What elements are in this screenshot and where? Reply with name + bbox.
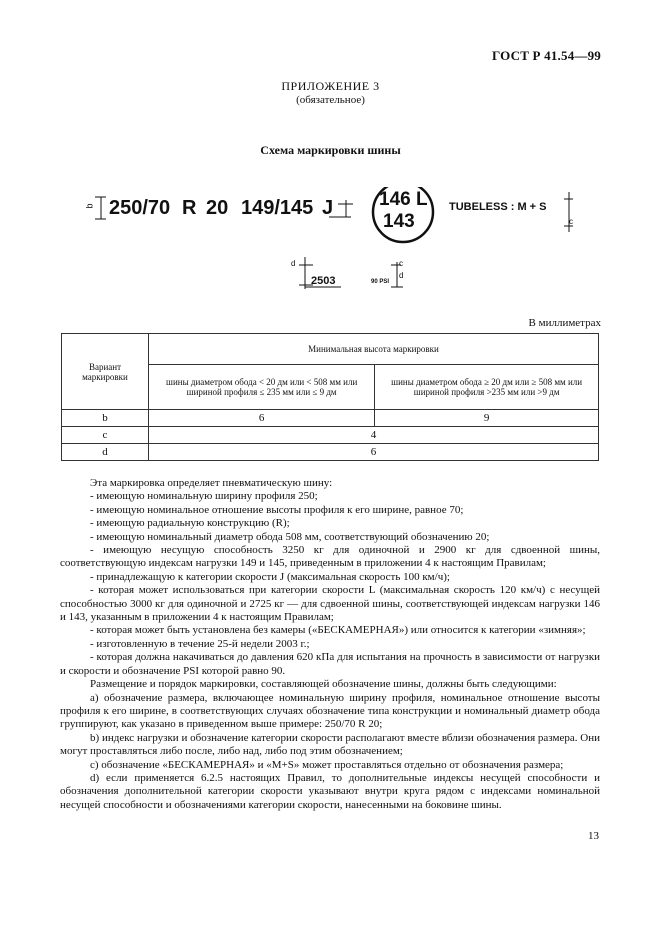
table-header-min-height: Минимальная высота маркировки — [149, 334, 599, 365]
table-subheader-large: шины диаметром обода ≥ 20 дм или ≥ 508 мм или шириной профиля >235 мм или >9 дм — [375, 365, 599, 410]
dim-d2-label: d — [399, 271, 404, 280]
list-item: - имеющую несущую способность 3250 кг для одиночной и 2900 кг для сдвоенной шины, соответствующую индексам нагрузки 149 и 145, приведенным в приложении 4 к настоящим Правилам; — [60, 544, 600, 570]
construction-marking: R — [182, 197, 197, 219]
list-item: - имеющую номинальный диаметр обода 508 мм, соответствующий обозначению 20; — [90, 530, 490, 543]
list-item: b) индекс нагрузки и обозначение категории скорости располагают вместе вблизи обозначения размера. Они могут проставляться либо после, либо над, либо под этим обозначением; — [60, 731, 600, 758]
paragraph: Размещение и порядок маркировки, составляющей обозначение шины, должны быть следующими: — [90, 678, 557, 691]
table-cell: c — [62, 427, 149, 444]
circle-line1: 146 L — [379, 189, 428, 210]
table-row — [62, 427, 599, 444]
table-subheader-small: шины диаметром обода < 20 дм или < 508 мм или шириной профиля ≤ 235 мм или ≤ 9 дм — [149, 365, 375, 410]
list-item: - которая может использоваться при категории скорости L (максимальная скорость 120 км/ч) с несущей способностью 3000 кг для одиночной и 2725 кг — для сдвоенной шины, соответствующей индексам нагрузки 146 и 143, указанным в приложении 4 к настоящим Правилам; — [60, 584, 600, 624]
list-item: - имеющую номинальное отношение высоты профиля к его ширине, равное 70; — [90, 503, 464, 516]
dim-c-label: c — [569, 217, 573, 226]
marking-height-table — [61, 333, 599, 461]
paragraph: Эта маркировка определяет пневматическую шину: — [90, 477, 333, 489]
table-row — [62, 410, 599, 427]
dim-d-label: d — [291, 259, 296, 268]
appendix-subtitle: (обязательное) — [296, 94, 365, 106]
rim-marking: 20 — [206, 197, 229, 219]
scheme-title: Схема маркировки шины — [260, 143, 401, 157]
table-cell: 9 — [375, 410, 599, 427]
list-item: - которая должна накачиваться до давления 620 кПа для испытания на прочность в зависимости от нагрузки и скорости и обозначение PSI которой равно 90. — [60, 651, 600, 677]
table-row — [62, 444, 599, 461]
size-marking: 250/70 — [109, 197, 171, 219]
table-cell: 6 — [149, 410, 375, 427]
circle-line2: 143 — [383, 211, 415, 232]
list-item: - принадлежащую к категории скорости J (максимальная скорость 100 км/ч); — [90, 570, 450, 583]
date-marking: 2503 — [311, 275, 336, 287]
list-item: а) обозначение размера, включающее номинальную ширину профиля, номинальное отношение высоты профиля к его ширине, в соответствующих случаях обозначение типа конструкции и номинальный диаметр обода группируют, как указано в приведенном выше примере: 250/70 R 20; — [60, 691, 600, 731]
list-item: - изготовленную в течение 25-й недели 2003 г.; — [90, 637, 310, 650]
list-item: - имеющую радиальную конструкцию (R); — [90, 517, 290, 530]
standard-header: ГОСТ Р 41.54—99 — [492, 48, 601, 63]
tire-marking-diagram — [84, 187, 591, 297]
list-item: c) обозначение «БЕСКАМЕРНАЯ» и «M+S» может проставляться отдельно от обозначения размера; — [90, 758, 564, 771]
appendix-title: ПРИЛОЖЕНИЕ 3 — [281, 79, 380, 93]
table-header-variant: Вариант маркировки — [62, 334, 149, 410]
psi-marking: 90 PSI — [371, 279, 390, 285]
units-note: В миллиметрах — [528, 317, 601, 329]
load-marking: 149/145 — [241, 197, 314, 219]
body-text — [60, 477, 600, 812]
table-cell: b — [62, 410, 149, 427]
dim-c2-label: c — [399, 259, 403, 268]
table-cell: 4 — [149, 427, 599, 444]
list-item: d) если применяется 6.2.5 настоящих Правил, то дополнительные индексы несущей способности и обозначения дополнительной категории скорости указывают внутри круга рядом с индексами номинальной несущей способности и обозначениями категории скорости, нанесенными на боковине шины. — [60, 771, 600, 811]
table-cell: d — [62, 444, 149, 461]
table-cell: 6 — [149, 444, 599, 461]
dim-b-label: b — [84, 203, 95, 209]
tubeless-marking: TUBELESS : M + S — [449, 201, 547, 213]
list-item: - имеющую номинальную ширину профиля 250; — [90, 490, 318, 503]
speed-marking: J — [322, 197, 334, 219]
page-number: 13 — [588, 830, 599, 842]
list-item: - которая может быть установлена без камеры («БЕСКАМЕРНАЯ») или относится к категории «зимняя»; — [90, 624, 586, 637]
